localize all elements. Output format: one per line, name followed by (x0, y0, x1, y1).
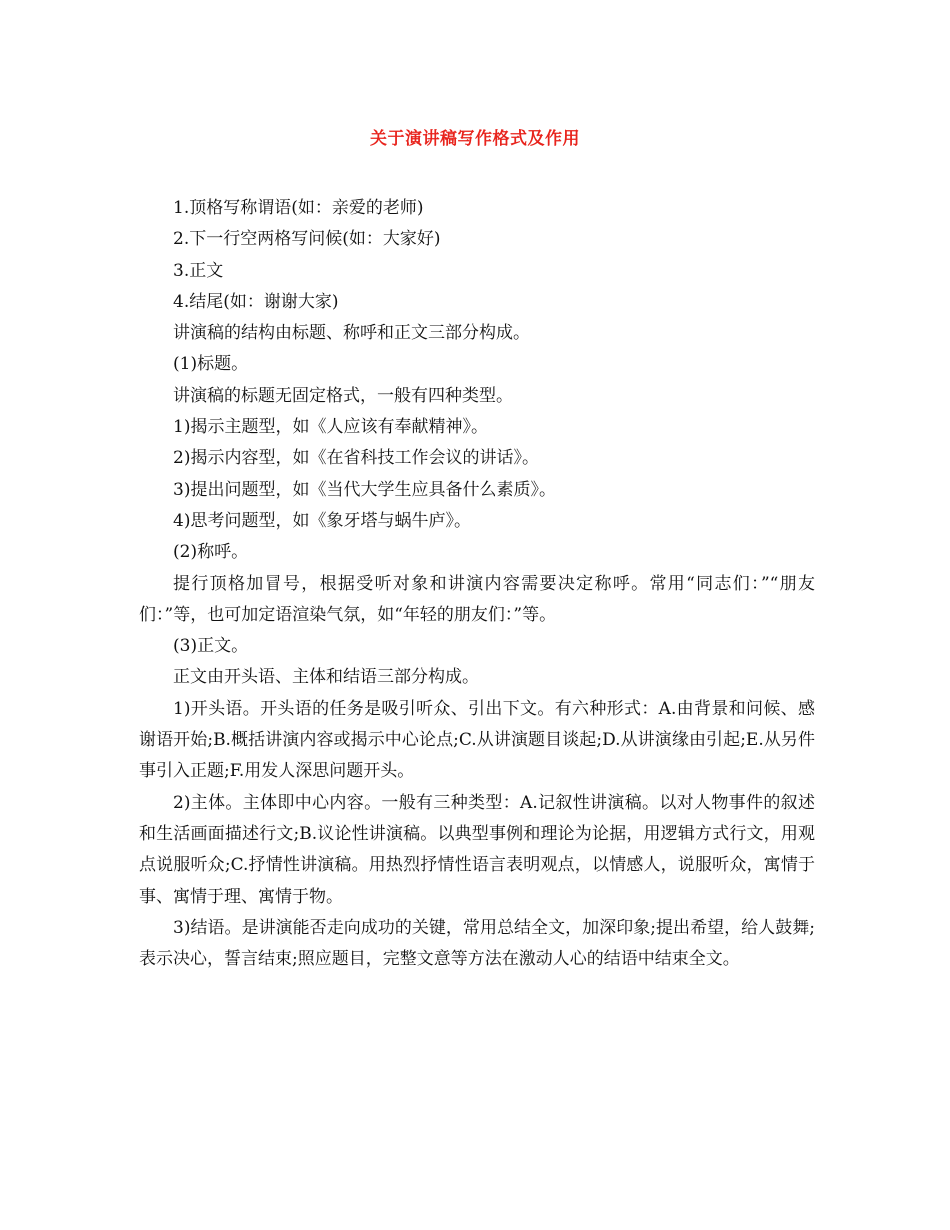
paragraph-2: 2.下一行空两格写问候(如：大家好) (173, 229, 441, 250)
document-body (139, 193, 815, 975)
paragraph-16: 1)开头语。开头语的任务是吸引听众、引出下文。有六种形式：A.由背景和问候、感谢语开始;B.概括讲演内容或揭示中心论点;C.从讲演题目谈起;D.从讲演缘由引起;E.从另件事引入正题;F.用发人深思问题开头。 (139, 698, 815, 782)
paragraph-12: (2)称呼。 (173, 542, 249, 563)
paragraph-6: (1)标题。 (173, 354, 249, 375)
paragraph-13: 提行顶格加冒号，根据受听对象和讲演内容需要决定称呼。常用“同志们：”“朋友们：”等，也可加定语渲染气氛，如“年轻的朋友们：”等。 (139, 573, 815, 625)
paragraph-8: 1)揭示主题型，如《人应该有奉献精神》。 (173, 417, 488, 438)
paragraph-15: 正文由开头语、主体和结语三部分构成。 (173, 667, 479, 688)
paragraph-14: (3)正文。 (173, 636, 249, 657)
paragraph-3: 3.正文 (173, 260, 224, 281)
document-title: 关于演讲稿写作格式及作用 (370, 129, 580, 149)
paragraph-11: 4)思考问题型，如《象牙塔与蜗牛庐》。 (173, 510, 471, 531)
paragraph-18: 3)结语。是讲演能否走向成功的关键，常用总结全文，加深印象;提出希望，给人鼓舞;表示决心，誓言结束;照应题目，完整文意等方法在激动人心的结语中结束全文。 (139, 917, 815, 970)
paragraph-10: 3)提出问题型，如《当代大学生应具备什么素质》。 (173, 479, 556, 500)
paragraph-17: 2)主体。主体即中心内容。一般有三种类型：A.记叙性讲演稿。以对人物事件的叙述和生活画面描述行文;B.议论性讲演稿。以典型事例和理论为论据，用逻辑方式行文，用观点说服听众;C.抒情性讲演稿。用热烈抒情性语言表明观点，以情感人，说服听众，寓情于事、寓情于理、寓情于物。 (139, 792, 815, 907)
paragraph-9: 2)揭示内容型，如《在省科技工作会议的讲话》。 (173, 448, 539, 469)
paragraph-7: 讲演稿的标题无固定格式，一般有四种类型。 (173, 385, 513, 406)
paragraph-4: 4.结尾(如：谢谢大家) (173, 291, 339, 312)
paragraph-5: 讲演稿的结构由标题、称呼和正文三部分构成。 (173, 323, 530, 344)
paragraph-1: 1.顶格写称谓语(如：亲爱的老师) (173, 198, 424, 218)
